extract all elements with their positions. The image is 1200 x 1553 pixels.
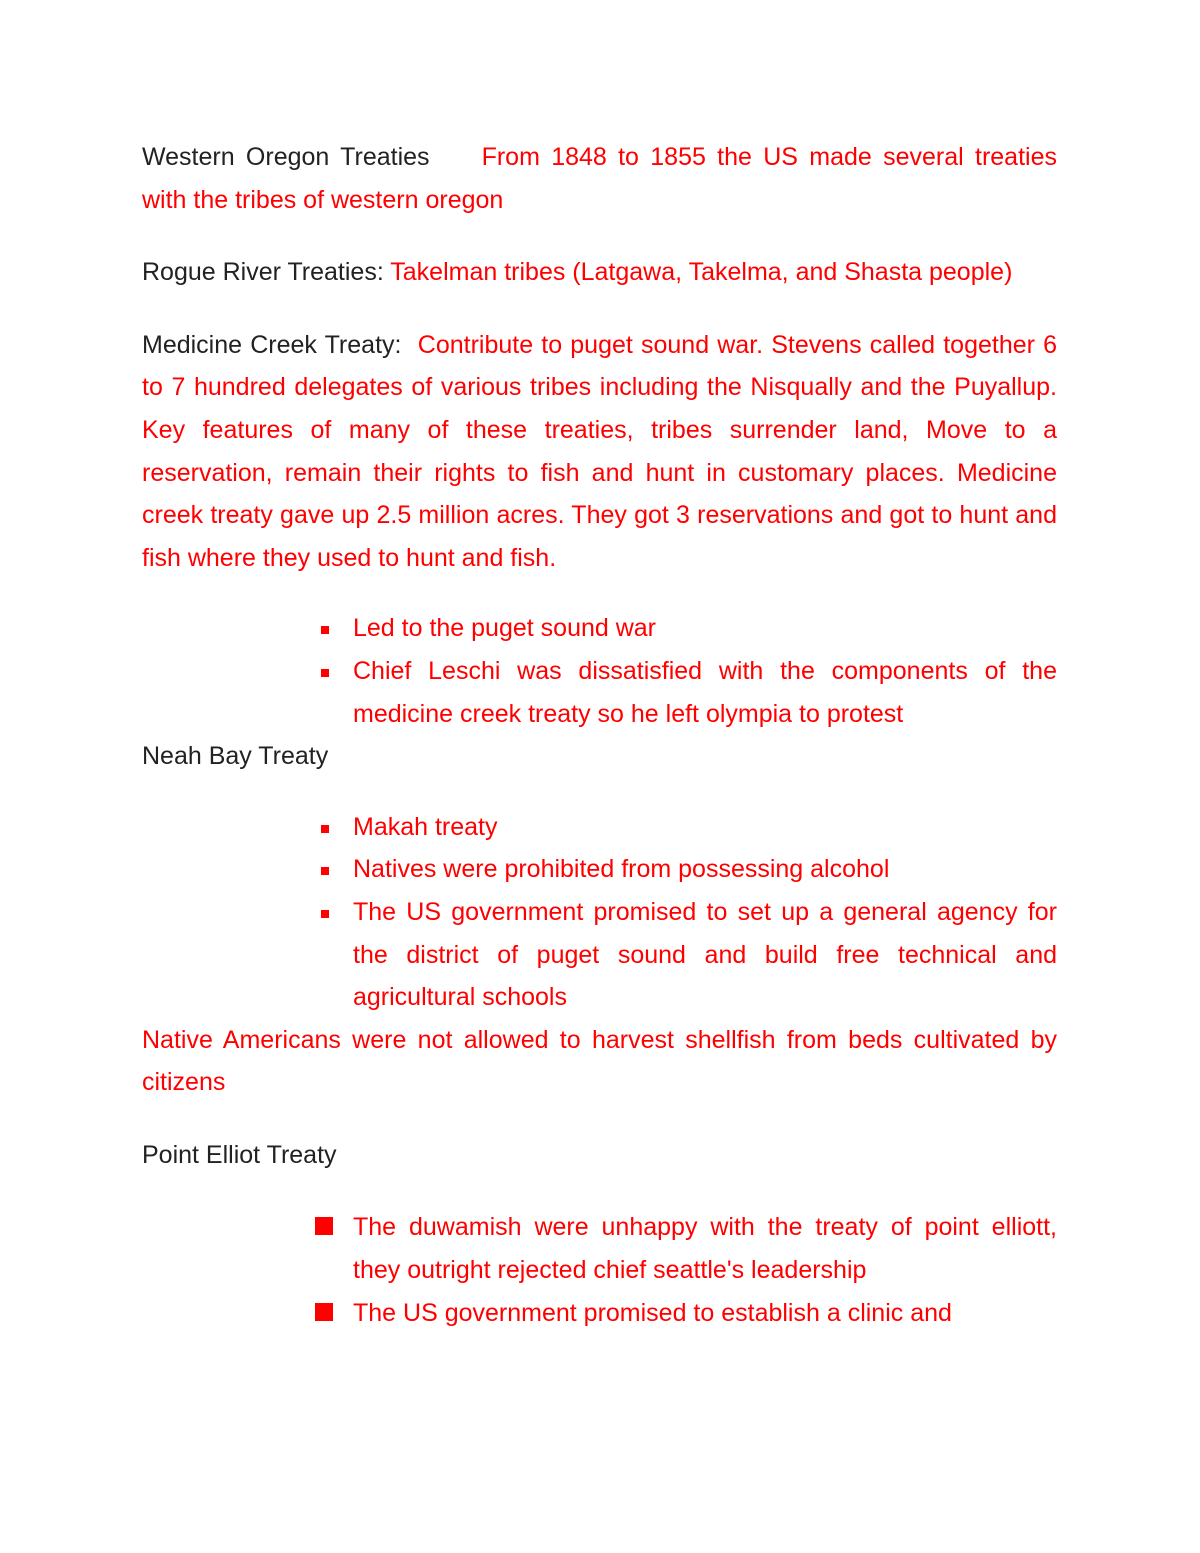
- list-item: Chief Leschi was dissatisfied with the components of the medicine creek treaty so he left olympia to protest: [311, 650, 1057, 735]
- document-page: [142, 136, 1057, 1334]
- square-bullet-icon: [321, 867, 329, 875]
- medicine-creek-note: Contribute to puget sound war. Stevens called together 6 to 7 hundred delegates of various tribes including the Nisqually and the Puyallup. Key features of many of these treaties, tribes surrender land, Move to a reservation, remain their rights to fish and hunt in customary places. Medicine creek treaty gave up 2.5 million acres. They got 3 reservations and got to hunt and fish where they used to hunt and fish.: [142, 330, 1058, 572]
- western-oregon-heading: Western Oregon Treaties: [142, 143, 430, 171]
- rogue-river-paragraph: [142, 251, 1057, 294]
- square-bullet-icon: [321, 626, 329, 634]
- square-bullet-icon: [321, 910, 329, 918]
- western-oregon-note: From 1848 to 1855 the US made several treaties with the tribes of western oregon: [142, 143, 1057, 214]
- list-item: Led to the puget sound war: [311, 607, 1057, 650]
- square-bullet-icon: [315, 1303, 333, 1321]
- neah-bay-note: Native Americans were not allowed to harvest shellfish from beds cultivated by citizens: [142, 1025, 1057, 1097]
- point-elliot-heading: Point Elliot Treaty: [142, 1140, 337, 1169]
- rogue-river-heading: Rogue River Treaties:: [142, 258, 384, 287]
- neah-bay-heading: Neah Bay Treaty: [142, 742, 329, 771]
- list-item: Makah treaty: [311, 806, 1057, 849]
- neah-bay-bullets: [311, 806, 1057, 1019]
- square-bullet-icon: [321, 669, 329, 677]
- square-bullet-icon: [315, 1217, 333, 1235]
- list-item: The duwamish were unhappy with the treaty of point elliott, they outright rejected chief seattle's leadership: [311, 1206, 1057, 1291]
- medicine-creek-heading: Medicine Creek Treaty:: [142, 330, 402, 359]
- medicine-creek-bullets: [311, 607, 1057, 735]
- list-item: The US government promised to set up a general agency for the district of puget sound and build free technical and agricultural schools: [311, 891, 1057, 1019]
- square-bullet-icon: [321, 825, 329, 833]
- rogue-river-note: Takelman tribes (Latgawa, Takelma, and Shasta people): [390, 258, 1013, 287]
- list-item: Natives were prohibited from possessing alcohol: [311, 848, 1057, 891]
- medicine-creek-paragraph: [142, 324, 1057, 580]
- western-oregon-paragraph: [142, 136, 1057, 221]
- point-elliot-bullets: [311, 1206, 1057, 1334]
- list-item: The US government promised to establish a clinic and: [311, 1292, 1057, 1335]
